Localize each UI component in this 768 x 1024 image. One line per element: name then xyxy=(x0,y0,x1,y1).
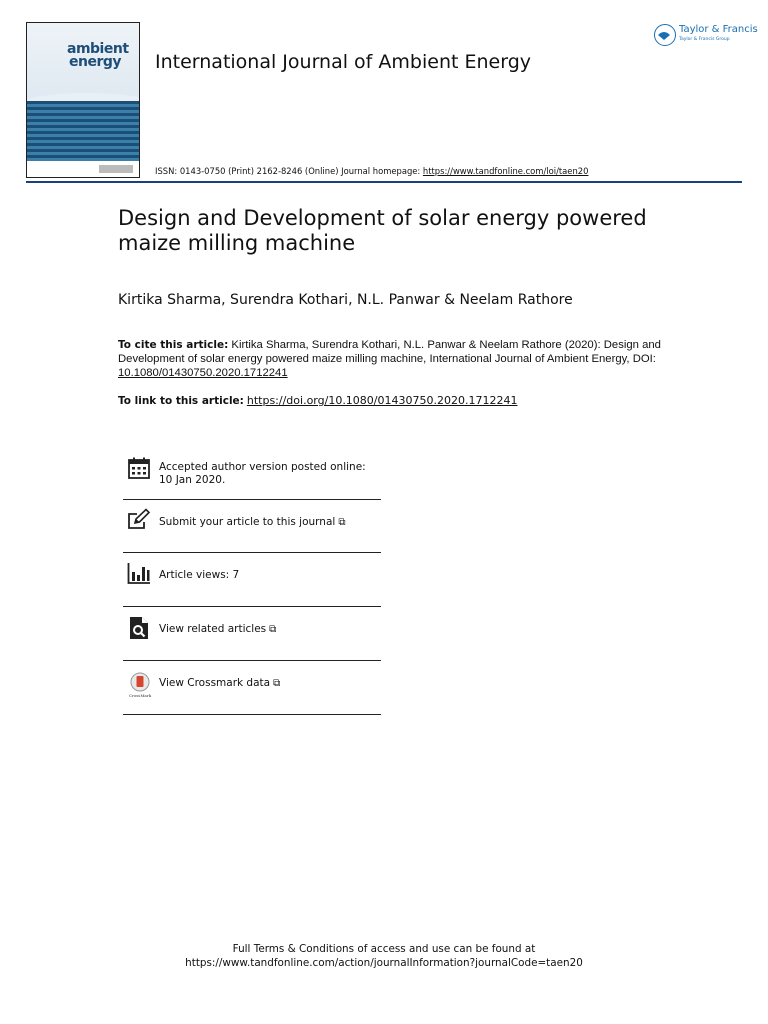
crossmark-data-label[interactable]: View Crossmark data xyxy=(159,677,271,689)
publisher-logo-icon xyxy=(654,24,676,46)
journal-cover-image xyxy=(26,22,140,178)
cover-title-word: ambient xyxy=(67,41,129,57)
journal-title: International Journal of Ambient Energy xyxy=(155,51,531,73)
accepted-date-text: Accepted author version posted online: 10 Jan 2020. xyxy=(159,461,366,486)
list-item-submit[interactable] xyxy=(123,500,381,553)
external-link-icon: ⧉ xyxy=(273,678,281,689)
external-link-icon: ⧉ xyxy=(269,624,277,635)
publisher-logo[interactable] xyxy=(654,22,758,50)
submit-article-link[interactable] xyxy=(159,516,379,529)
cite-text: Kirtika Sharma, Surendra Kothari, N.L. Panwar & Neelam Rathore (2020): Design and Development of solar energy powered maize milling machine, International Journal of Ambient Energy, DOI: xyxy=(118,339,661,365)
issn-line xyxy=(155,166,588,176)
crossmark-link[interactable] xyxy=(159,677,379,690)
journal-homepage-link[interactable]: https://www.tandfonline.com/loi/taen20 xyxy=(422,166,589,176)
citation-block xyxy=(118,339,663,381)
external-link-icon: ⧉ xyxy=(338,517,346,528)
crossmark-label: CrossMark xyxy=(128,693,152,698)
list-item-views xyxy=(123,553,381,607)
publisher-subname: Taylor & Francis Group xyxy=(679,37,730,42)
publisher-name: Taylor & Francis xyxy=(679,24,758,35)
crossmark-icon xyxy=(126,671,154,699)
terms-footer xyxy=(0,942,768,970)
article-title: Design and Development of solar energy powered maize milling machine xyxy=(118,206,647,256)
header-divider xyxy=(26,181,742,183)
article-info-box xyxy=(123,446,381,715)
related-articles-link[interactable] xyxy=(159,623,379,636)
list-item-related[interactable] xyxy=(123,607,381,661)
article-doi-url[interactable]: https://doi.org/10.1080/01430750.2020.1712241 xyxy=(246,394,518,407)
edit-icon xyxy=(127,508,151,532)
submit-article-label[interactable]: Submit your article to this journal xyxy=(159,516,336,528)
footer-terms-link[interactable]: https://www.tandfonline.com/action/journalInformation?journalCode=taen20 xyxy=(185,957,583,970)
list-item-accepted xyxy=(123,446,381,500)
related-articles-label[interactable]: View related articles xyxy=(159,623,267,635)
doi-link[interactable]: 10.1080/01430750.2020.1712241 xyxy=(118,366,288,379)
list-item-crossmark[interactable] xyxy=(123,661,381,715)
article-views-text: Article views: 7 xyxy=(159,569,240,581)
search-document-icon xyxy=(127,616,151,640)
article-link-line xyxy=(118,394,517,407)
calendar-icon xyxy=(127,456,151,480)
article-authors: Kirtika Sharma, Surendra Kothari, N.L. Panwar & Neelam Rathore xyxy=(118,292,573,308)
cite-label: To cite this article: xyxy=(118,339,229,351)
bar-chart-icon xyxy=(127,561,151,585)
issn-text: ISSN: 0143-0750 (Print) 2162-8246 (Online) Journal homepage: xyxy=(155,166,423,176)
footer-line-1: Full Terms & Conditions of access and use can be found at xyxy=(232,943,536,955)
cover-title-word: energy xyxy=(69,54,122,70)
link-label: To link to this article: xyxy=(118,395,244,407)
